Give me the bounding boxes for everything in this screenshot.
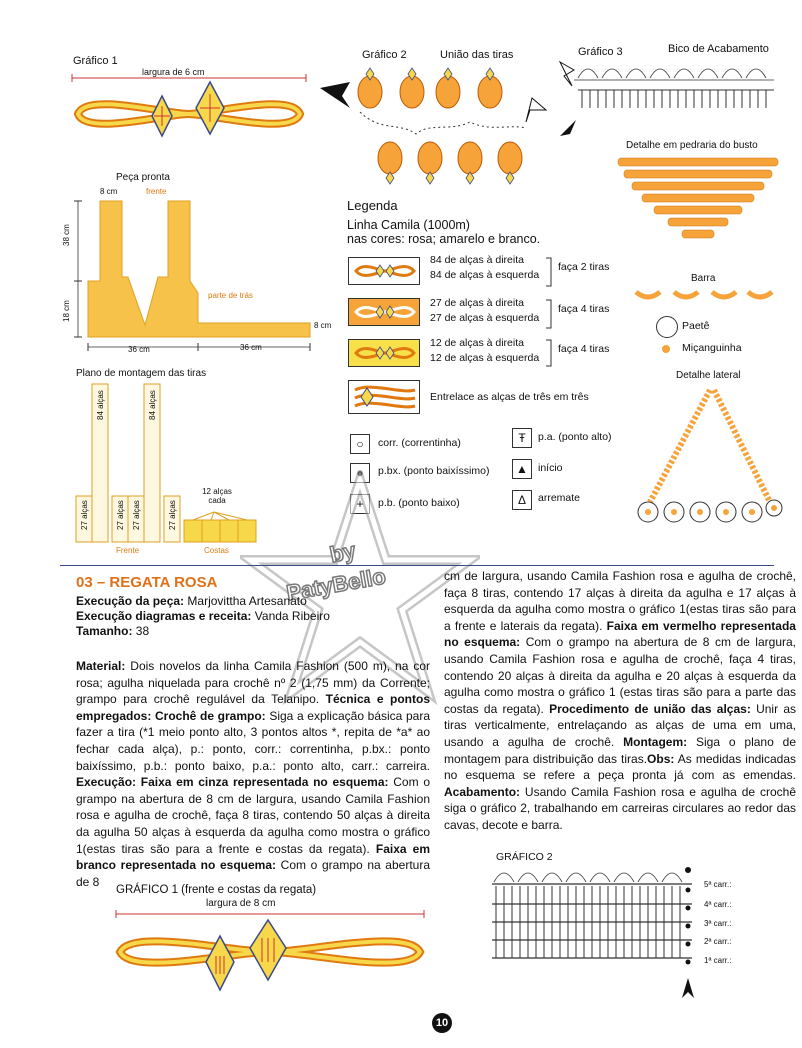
legend-row2-line2: 27 de alças à esquerda [430, 312, 540, 324]
entrelace-icon [351, 382, 419, 412]
exec-cinza-text: Com o grampo na abertura de 8 cm de largura, usando Camila Fashion rosa e agulha de crochê, faça 8 tiras, contendo 50 alças à direita da agulha 50 alças à esquerda da agulha como mostra o gráfico 1(estas tiras são para a frente e costas da regata). [76, 775, 430, 856]
plano-alcas-27-4: 27 alças [168, 500, 177, 530]
pedraria-title: Detalhe em pedraria do busto [626, 140, 758, 151]
vermelho-label: Faixa em vermelho representada no esquema: [444, 618, 796, 650]
obs-label: Obs: [647, 751, 675, 766]
grafico2-figure [320, 62, 550, 190]
article-column-right [444, 568, 796, 834]
grafico1-width-label: largura de 6 cm [142, 67, 205, 77]
article-meta [76, 594, 330, 639]
plano-alcas-84-b: 84 alças [148, 390, 157, 420]
grafico2-title: Gráfico 2 [362, 49, 407, 61]
grafico1-bottom-width: largura de 8 cm [206, 898, 276, 909]
legend-row3-action: faça 4 tiras [558, 343, 610, 355]
lateral-figure [634, 384, 784, 528]
peca-38cm-label: 38 cm [62, 224, 71, 246]
vermelho-text: Com o grampo na abertura de 8 cm de largura, usando Camila Fashion rosa e agulha de crochê, faça 4 tiras, contendo 20 alças à direita da agulha e 20 alças à esquerda da agulha como mostra o gráfico 1 (estas tiras são para a parte das costas da regata). [444, 635, 796, 716]
grafico2-row-4: 4ª carr.: [704, 900, 732, 909]
peca-8cm-right-label: 8 cm [314, 321, 332, 330]
start-arrow-icon: ▲ [512, 459, 532, 479]
acabamento-text: Usando Camila Fashion rosa e agulha de crochê siga o gráfico 2, trabalhando em carreiras circulares ao redor das cavas, decote e barra. [444, 784, 796, 832]
uniao-text: Unir as tiras verticalmente, entrelaçando as alças de uma em uma, usando a agulha de crochê. [444, 701, 796, 749]
tamanho-value: 38 [135, 624, 150, 638]
grafico3-subtitle: Bico de Acabamento [668, 43, 769, 55]
tamanho-label: Tamanho: [76, 624, 133, 638]
acabamento-label: Acabamento: [444, 784, 521, 799]
col2-text: cm de largura, usando Camila Fashion rosa e agulha de crochê, faça 8 tiras, contendo 17 alças à direita da agulha e 17 alças à esquerda da agulha como mostra o gráfico 1(estas tiras são para a frente e laterais da regata). [444, 569, 796, 633]
watermark-name: PatyBello [284, 563, 388, 606]
grafico2-row-1: 1ª carr.: [704, 956, 732, 965]
grafico2-bottom-figure [486, 860, 702, 1008]
peca-18cm-label: 18 cm [62, 300, 71, 322]
barra-figure [632, 288, 780, 304]
peca-figure [70, 195, 320, 355]
grafico3-figure [554, 56, 780, 146]
legenda-title: Legenda [347, 198, 398, 213]
page-number: 10 [432, 1013, 452, 1033]
legend-row2-action: faça 4 tiras [558, 303, 610, 315]
legend-row1-line2: 84 de alças à esquerda [430, 269, 540, 281]
finish-arrow-icon: Δ [512, 490, 532, 510]
sym-pbx: p.bx. (ponto baixíssimo) [378, 465, 490, 477]
branco-text: Com o grampo na abertura de 8 [76, 858, 431, 889]
grafico2-row-5: 5ª carr.: [704, 880, 732, 889]
croche-label: Crochê de grampo: [155, 708, 266, 723]
execucao-label: Execução da peça: [76, 594, 185, 608]
obs-text: As medidas indicadas no esquema se refere a peça pronta já com as emendas. [444, 751, 796, 783]
sym-arremate: arremate [538, 492, 581, 504]
plano-alcas-84-a: 84 alças [96, 390, 105, 420]
article-column-left [76, 658, 430, 890]
plano-costas: Costas [204, 546, 229, 555]
sym-pa: p.a. (ponto alto) [538, 431, 612, 443]
sym-inicio: início [538, 462, 563, 474]
croche-text: Siga a explicação básica para fazer a tira (*1 meio ponto alto, 3 pontos altos *, repita de *a* ao fechar cada alça), p.: ponto, corr.: correntinha, p.bx.: ponto baixíssimo, p.b.: ponto baixo, p.a.: ponto alto, carr.: carreira. [76, 708, 430, 773]
legend-swatch-icons [350, 257, 420, 369]
grafico2-row-2: 2ª carr.: [704, 937, 732, 946]
plano-frente: Frente [116, 546, 140, 555]
tecnica-label: Técnica e pontos empregados: [76, 692, 430, 723]
plano-alcas-12: 12 alças cada [202, 487, 232, 505]
grafico1-title: Gráfico 1 [73, 55, 118, 67]
pedraria-paete: Paetê [682, 320, 710, 332]
grafico2-row-3: 3ª carr.: [704, 919, 732, 928]
circle-icon: ○ [350, 434, 370, 454]
montagem-label: Montagem: [623, 734, 688, 749]
grafico1-figure [66, 74, 312, 146]
article-title: 03 – REGATA ROSA [76, 574, 218, 591]
legend-entrelace: Entrelace as alças de três em três [430, 391, 589, 403]
legenda-cores: nas cores: rosa; amarelo e branco. [347, 232, 541, 246]
pedraria-barra: Barra [691, 273, 716, 284]
legend-row1-action: faça 2 tiras [558, 261, 610, 273]
plano-alcas-27-1: 27 alças [80, 500, 89, 530]
grafico1-bottom-title: GRÁFICO 1 (frente e costas da regata) [116, 884, 317, 896]
grafico2-bottom-title: GRÁFICO 2 [496, 851, 553, 863]
legend-row2-line1: 27 de alças à direita [430, 297, 524, 309]
watermark-by: by [327, 537, 358, 568]
branco-label: Faixa em branco representada no esquema: [76, 841, 430, 873]
pedraria-busto-figure [614, 152, 782, 244]
material-text: Dois novelos da linha Camila Fashion (500 m), na cor rosa; agulha niquelada para crochê nº 2 (1,75 mm) da Corrente; grampo para crochê regulável da Telanipo. [76, 659, 430, 707]
double-crochet-icon: Ŧ [512, 428, 532, 448]
dot-icon: ● [350, 463, 370, 483]
plano-alcas-27-3: 27 alças [132, 500, 141, 530]
legend-row3-line1: 12 de alças à direita [430, 337, 524, 349]
peca-8cm-label: 8 cm [100, 187, 118, 196]
legend-brackets [546, 256, 556, 368]
legend-row1-line1: 84 de alças à direita [430, 254, 524, 266]
pedraria-micanguinha: Miçanguinha [682, 342, 742, 354]
montagem-text: Siga o plano de montagem para distribuição das tiras. [444, 734, 796, 766]
peca-36cm-a-label: 36 cm [128, 345, 150, 354]
execucao-value: Marjovittha Artesanato [187, 594, 307, 608]
sym-pb: p.b. (ponto baixo) [378, 497, 460, 509]
exec-cinza-label: Execução: Faixa em cinza representada no esquema: [76, 775, 389, 790]
grafico3-title: Gráfico 3 [578, 46, 623, 58]
plus-icon: + [350, 494, 370, 514]
paete-icon [656, 316, 678, 338]
plano-title: Plano de montagem das tiras [76, 368, 207, 379]
diagramas-value: Vanda Ribeiro [254, 609, 330, 623]
diagramas-label: Execução diagramas e receita: [76, 609, 252, 623]
legenda-linha: Linha Camila (1000m) [347, 218, 470, 232]
pedraria-lateral: Detalhe lateral [676, 370, 741, 381]
section-divider [60, 565, 774, 566]
legend-row3-line2: 12 de alças à esquerda [430, 352, 540, 364]
uniao-label: Procedimento de união das alças: [549, 701, 751, 716]
peca-36cm-b-label: 36 cm [240, 343, 262, 352]
grafico2-subtitle: União das tiras [440, 49, 514, 61]
plano-alcas-27-2: 27 alças [116, 500, 125, 530]
micanguinha-icon [662, 345, 670, 353]
peca-title: Peça pronta [116, 172, 170, 183]
peca-tras-label: parte de trás [208, 291, 253, 300]
sym-corr: corr. (correntinha) [378, 437, 461, 449]
material-label: Material: [76, 659, 126, 673]
peca-frente-label: frente [146, 187, 167, 196]
grafico1-bottom-figure [112, 908, 430, 998]
